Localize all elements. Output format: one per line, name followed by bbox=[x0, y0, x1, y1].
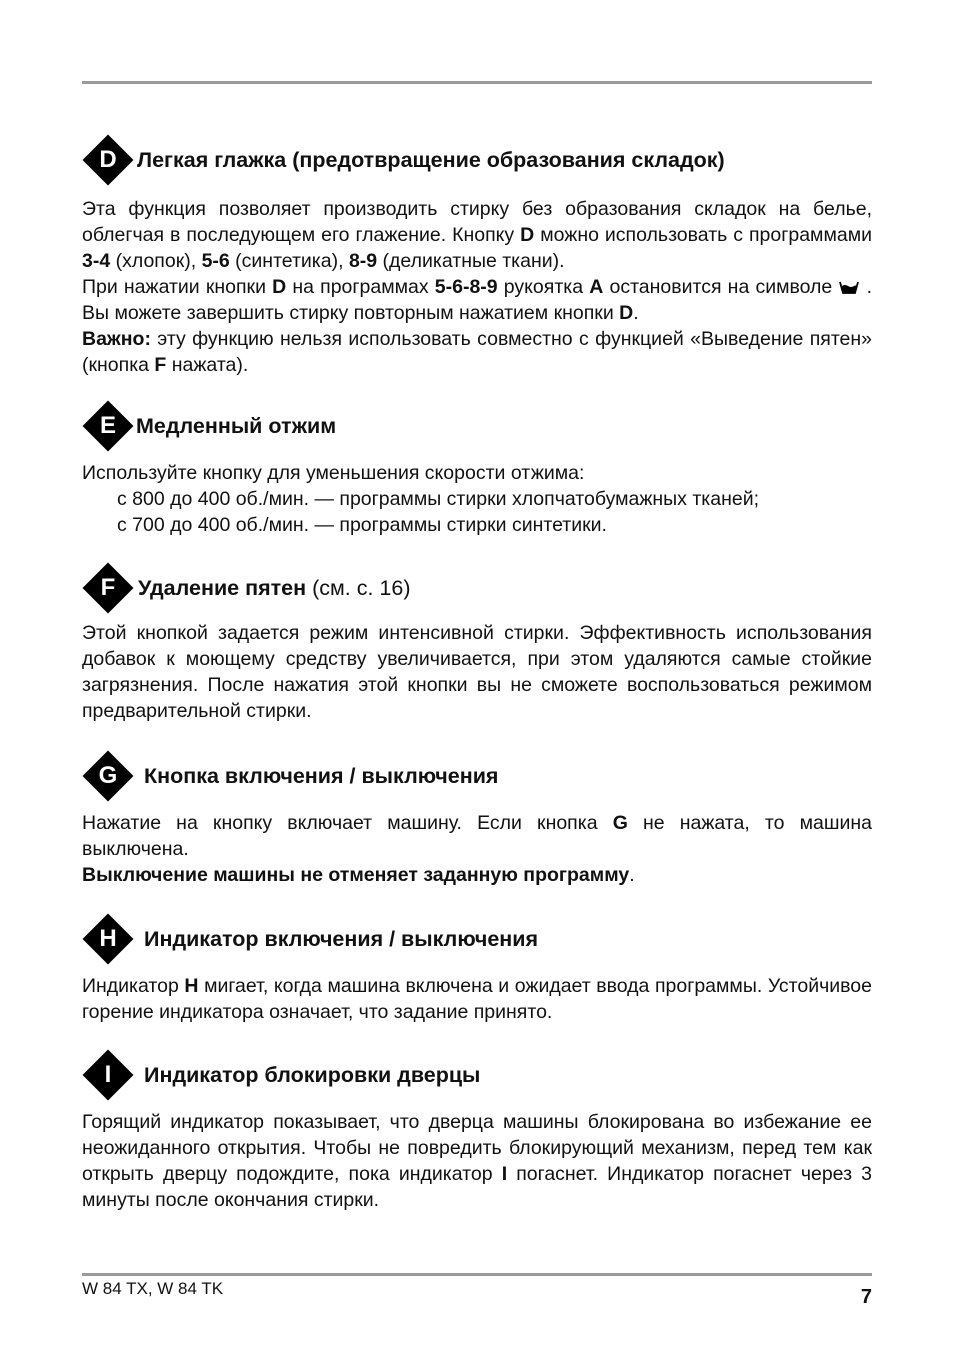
tub-with-water-icon bbox=[838, 276, 860, 292]
paragraph: Индикатор H мигает, когда машина включена и ожидает ввода программы. Устойчивое горение индикатора означает, что задание принято. bbox=[82, 975, 872, 1023]
section-title: Медленный отжим bbox=[136, 414, 337, 438]
section-title: Удаление пятен (см. с. 16) bbox=[138, 576, 411, 600]
section-h bbox=[82, 913, 872, 1025]
section-heading bbox=[82, 400, 872, 452]
section-title: Индикатор включения / выключения bbox=[144, 927, 539, 951]
bottom-rule bbox=[82, 1273, 872, 1276]
diamond-f-icon: F bbox=[82, 562, 134, 614]
section-d bbox=[82, 134, 872, 378]
diamond-g-icon: G bbox=[82, 750, 134, 802]
diamond-d-icon: D bbox=[82, 134, 134, 186]
section-f bbox=[82, 562, 872, 724]
paragraph: Эта функция позволяет производить стирку без образования складок на белье, облегчая в последующем его глажение. Кнопку D можно использовать с программами 3-4 (хлопок), 5-6 (синтетика), 8-9 (деликатные ткани). bbox=[82, 198, 872, 272]
section-g bbox=[82, 750, 872, 888]
section-title: Легкая глажка (предотвращение образования складок) bbox=[137, 148, 725, 172]
paragraph: Важно: эту функцию нельзя использовать совместно с функцией «Выведение пятен» (кнопка F нажата). bbox=[82, 328, 872, 376]
diamond-i-icon: I bbox=[82, 1049, 134, 1101]
list-item: с 700 до 400 об./мин. — программы стирки синтетики. bbox=[117, 514, 607, 536]
section-title: Индикатор блокировки дверцы bbox=[144, 1063, 481, 1087]
section-i bbox=[82, 1049, 872, 1213]
paragraph: Этой кнопкой задается режим интенсивной стирки. Эффективность использования добавок к моющему средству увеличивается, при этом удаляются самые стойкие загрязнения. После нажатия этой кнопки вы не сможете воспользоваться режимом предварительной стирки. bbox=[82, 622, 872, 722]
diamond-e-icon: E bbox=[82, 400, 134, 452]
paragraph: Горящий индикатор показывает, что дверца машины блокирована во избежание ее неожиданного открытия. Чтобы не повредить блокирующий механизм, перед тем как открыть дверцу подождите, пока индикатор I погаснет. Индикатор погаснет через 3 минуты после окончания стирки. bbox=[82, 1111, 872, 1211]
section-heading bbox=[82, 913, 872, 965]
section-heading bbox=[82, 1049, 872, 1101]
diamond-h-icon: H bbox=[82, 913, 134, 965]
paragraph: Нажатие на кнопку включает машину. Если кнопка G не нажата, то машина выключена. bbox=[82, 812, 872, 860]
top-rule bbox=[82, 81, 872, 84]
section-heading bbox=[82, 562, 872, 614]
section-title: Кнопка включения / выключения bbox=[144, 764, 499, 788]
page-number: 7 bbox=[860, 1286, 872, 1308]
list-item: с 800 до 400 об./мин. — программы стирки хлопчатобумажных тканей; bbox=[117, 488, 760, 510]
paragraph: При нажатии кнопки D на программах 5-6-8-9 рукоятка A остановится на символе . Вы можете завершить стирку повторным нажатием кнопки D. bbox=[82, 276, 873, 324]
section-e bbox=[82, 400, 872, 538]
section-heading bbox=[82, 750, 872, 802]
section-heading bbox=[82, 134, 872, 186]
footer-model-name: W 84 TX, W 84 TK bbox=[82, 1279, 224, 1298]
paragraph: Выключение машины не отменяет заданную программу. bbox=[82, 864, 635, 886]
paragraph: Используйте кнопку для уменьшения скорости отжима: bbox=[82, 462, 585, 484]
